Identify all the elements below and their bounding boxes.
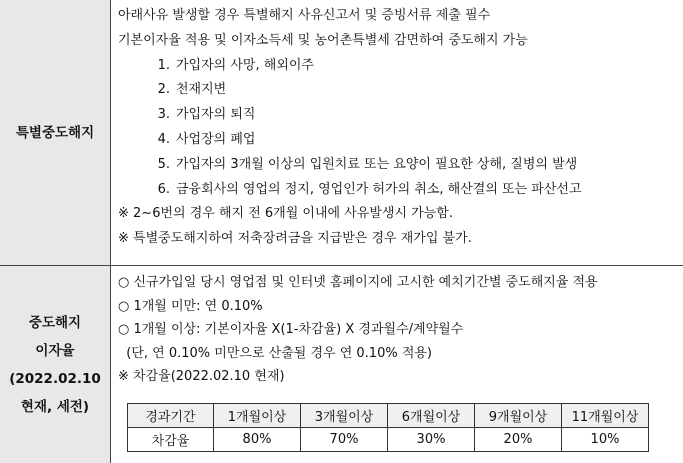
column-divider bbox=[110, 265, 111, 463]
label-line: 현재, 세전) bbox=[20, 398, 90, 415]
table-header-cell: 11개월이상 bbox=[562, 404, 649, 428]
rate-line-1: ○ 신규가입일 당시 영업점 및 인터넷 홈페이지에 고시한 예치기간별 중도해지율 적용 bbox=[118, 275, 598, 290]
reason-text: 가입자의 사망, 해외이주 bbox=[176, 57, 314, 73]
reason-text: 천재지변 bbox=[176, 82, 227, 98]
reason-number: 5. bbox=[157, 156, 170, 172]
table-header-cell: 경과기간 bbox=[128, 404, 214, 428]
column-divider bbox=[110, 0, 111, 265]
reason-text: 가입자의 3개월 이상의 입원치료 또는 요양이 필요한 상해, 질병의 발생 bbox=[176, 156, 578, 172]
label-line: 중도해지 bbox=[28, 314, 82, 331]
rate-line-5: ※ 차감율(2022.02.10 현재) bbox=[118, 369, 285, 384]
table-header-cell: 3개월이상 bbox=[301, 404, 388, 428]
table-cell: 70% bbox=[301, 428, 388, 452]
table-row bbox=[128, 428, 649, 452]
reason-item bbox=[118, 128, 673, 153]
reason-number: 1. bbox=[157, 57, 170, 73]
label-line: (2022.02.10 bbox=[9, 370, 101, 387]
table-cell: 차감율 bbox=[128, 428, 214, 452]
reason-item bbox=[118, 54, 673, 79]
table-cell: 80% bbox=[214, 428, 301, 452]
reason-text: 금융회사의 영업의 정지, 영업인가 허가의 취소, 해산결의 또는 파산선고 bbox=[176, 181, 582, 197]
note-line-1: ※ 2~6번의 경우 해지 전 6개월 이내에 사유발생시 가능함. bbox=[118, 206, 453, 222]
reason-item bbox=[118, 103, 673, 128]
reason-number: 3. bbox=[157, 107, 170, 123]
note-line-2: ※ 특별중도해지하여 저축장려금을 지급받은 경우 재가입 불가. bbox=[118, 231, 472, 247]
rate-line-3: ○ 1개월 이상: 기본이자율 X(1-차감율) X 경과월수/계약월수 bbox=[118, 322, 464, 337]
intro-line-2: 기본이자율 적용 및 이자소득세 및 농어촌특별세 감면하여 중도해지 가능 bbox=[118, 32, 528, 48]
deduction-rate-table bbox=[127, 403, 649, 452]
special-termination-content bbox=[118, 4, 673, 252]
table-cell: 20% bbox=[475, 428, 562, 452]
table-header-cell: 9개월이상 bbox=[475, 404, 562, 428]
rate-line-2: ○ 1개월 미만: 연 0.10% bbox=[118, 298, 263, 314]
reason-number: 4. bbox=[157, 131, 170, 147]
table-header-row bbox=[128, 404, 649, 428]
reason-item bbox=[118, 178, 673, 203]
rate-line-4: (단, 연 0.10% 미만으로 산출될 경우 연 0.10% 적용) bbox=[118, 345, 433, 361]
label-line: 이자율 bbox=[35, 342, 75, 359]
reason-item bbox=[118, 78, 673, 103]
table-cell: 30% bbox=[388, 428, 475, 452]
reason-text: 사업장의 폐업 bbox=[176, 131, 256, 147]
intro-line-1: 아래사유 발생할 경우 특별해지 사유신고서 및 증빙서류 제출 필수 bbox=[118, 8, 491, 23]
termination-rate-row bbox=[0, 265, 683, 463]
special-termination-label: 특별중도해지 bbox=[0, 0, 110, 265]
termination-rate-label bbox=[0, 266, 110, 463]
table-cell: 10% bbox=[562, 428, 649, 452]
reason-text: 가입자의 퇴직 bbox=[176, 107, 256, 123]
termination-rate-content bbox=[118, 271, 673, 389]
reason-number: 2. bbox=[157, 82, 170, 98]
reason-number: 6. bbox=[157, 181, 170, 197]
table-header-cell: 6개월이상 bbox=[388, 404, 475, 428]
reason-item bbox=[118, 153, 673, 178]
table-header-cell: 1개월이상 bbox=[214, 404, 301, 428]
